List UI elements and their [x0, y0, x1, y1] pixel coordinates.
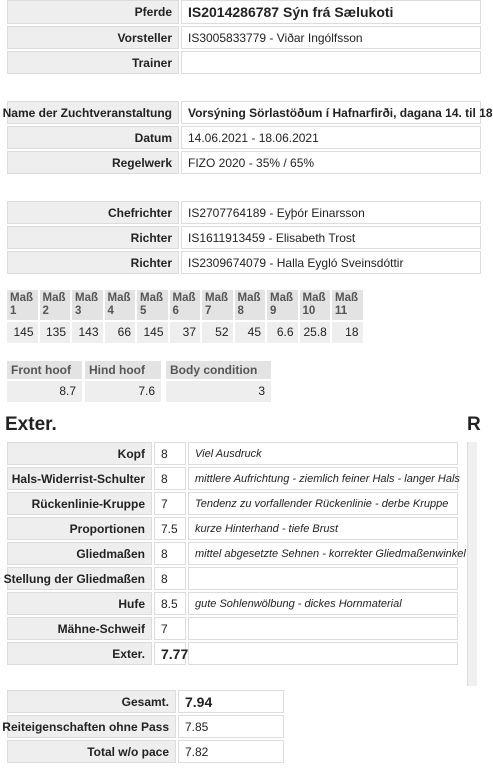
- exterior-row: [3, 567, 458, 590]
- head-judge-label: Chefrichter: [7, 201, 179, 224]
- trait-score: 8: [154, 442, 186, 465]
- measure-value: 143: [72, 322, 103, 343]
- trait-score: 8: [154, 467, 186, 490]
- judge-row: [7, 226, 481, 249]
- exterior-row: [7, 517, 458, 540]
- measure-value: 52: [202, 322, 233, 343]
- event-name-value[interactable]: Vorsýning Sörlastöðum í Hafnarfirði, dagana 14. til 18: [181, 101, 481, 124]
- exterior-title: Exter.: [5, 414, 57, 435]
- measure-header: Maß 10: [300, 290, 331, 320]
- measure-value: 6.6: [267, 322, 298, 343]
- measurements-grid: [7, 290, 363, 343]
- trait-label: Hufe: [7, 592, 152, 615]
- trait-comment: mittlere Aufrichtung - ziemlich feiner Hals - langer Hals: [188, 467, 458, 490]
- measure-value: 25.8: [300, 322, 331, 343]
- trait-comment: Tendenz zu vorfallender Rückenlinie - derbe Kruppe: [188, 492, 458, 515]
- measure-header: Maß 5: [137, 290, 168, 320]
- riding-total-value: 7.85: [178, 715, 284, 738]
- measure-value: 135: [40, 322, 71, 343]
- trait-label: Mähne-Schweif: [7, 617, 152, 640]
- total-value: 7.94: [178, 690, 284, 713]
- measure-header: Maß 6: [170, 290, 201, 320]
- judge-row: [7, 201, 481, 224]
- body-condition-table: [166, 361, 271, 402]
- right-column-edge: [467, 442, 477, 686]
- ruleset-value: FIZO 2020 - 35% / 65%: [181, 151, 481, 174]
- exterior-total-row: [7, 642, 458, 665]
- measure-header: Maß 11: [332, 290, 363, 320]
- event-date-label: Datum: [7, 126, 179, 149]
- exterior-row: [7, 492, 458, 515]
- trait-label: Kopf: [7, 442, 152, 465]
- trait-score: 8: [154, 542, 186, 565]
- trait-label: Hals-Widerrist-Schulter: [7, 467, 152, 490]
- exterior-table: [3, 442, 466, 667]
- rider-label: Vorsteller: [7, 26, 179, 49]
- judge-value: IS2309674079 - Halla Eygló Sveinsdóttir: [181, 251, 481, 274]
- total-wo-pace-row: [7, 740, 284, 763]
- riding-total-label: Reiteigenschaften ohne Pass: [7, 715, 176, 738]
- front-hoof-value: 8.7: [7, 381, 82, 402]
- horse-info-table: [7, 0, 481, 76]
- measure-value: 66: [105, 322, 136, 343]
- rider-value[interactable]: IS3005833779 - Viðar Ingólfsson: [181, 26, 481, 49]
- trait-label: Proportionen: [7, 517, 152, 540]
- measure-header: Maß 2: [40, 290, 71, 320]
- trait-comment: [188, 617, 458, 640]
- measure-header: Maß 4: [105, 290, 136, 320]
- measure-value: 45: [235, 322, 266, 343]
- horse-row: [7, 0, 481, 24]
- trait-comment: [188, 567, 458, 590]
- event-name-label: Name der Zuchtveranstaltung: [7, 101, 179, 124]
- trait-score: 7.5: [154, 517, 186, 540]
- exterior-row: [7, 617, 458, 640]
- front-hoof-header: Front hoof: [7, 361, 82, 379]
- trait-label: Stellung der Gliedmaßen: [7, 567, 152, 590]
- judges-table: [7, 201, 481, 276]
- judge-row: [7, 251, 481, 274]
- trait-score: 8: [154, 567, 186, 590]
- trait-comment: mittel abgesetzte Sehnen - korrekter Gliedmaßenwinkel: [188, 542, 458, 565]
- judge-label: Richter: [7, 226, 179, 249]
- hind-hoof-header: Hind hoof: [85, 361, 161, 379]
- exterior-total-comment: [188, 642, 458, 665]
- judge-value: IS1611913459 - Elisabeth Trost: [181, 226, 481, 249]
- event-name-row: [2, 101, 493, 124]
- exterior-total-label: Exter.: [7, 642, 152, 665]
- measure-value: 18: [332, 322, 363, 343]
- exterior-row: [7, 542, 466, 565]
- hoof-table: [7, 361, 161, 402]
- ruleset-row: [7, 151, 481, 174]
- measure-header: Maß 7: [202, 290, 233, 320]
- event-date-value: 14.06.2021 - 18.06.2021: [181, 126, 481, 149]
- event-info-table: [2, 101, 493, 176]
- right-section-title-fragment: R: [467, 414, 481, 435]
- horse-label: Pferde: [7, 0, 179, 24]
- trait-comment: kurze Hinterhand - tiefe Brust: [188, 517, 458, 540]
- measure-header: Maß 1: [7, 290, 38, 320]
- exterior-row: [7, 442, 458, 465]
- measure-value: 145: [7, 322, 38, 343]
- ruleset-label: Regelwerk: [7, 151, 179, 174]
- trait-comment: gute Sohlenwölbung - dickes Hornmaterial: [188, 592, 458, 615]
- total-row: [7, 690, 284, 713]
- measure-header: Maß 8: [235, 290, 266, 320]
- exterior-row: [7, 592, 458, 615]
- rider-row: [7, 26, 481, 49]
- body-condition-header: Body condition: [166, 361, 271, 379]
- trait-label: Gliedmaßen: [7, 542, 152, 565]
- measure-header: Maß 9: [267, 290, 298, 320]
- body-condition-value: 3: [166, 381, 271, 402]
- horse-name[interactable]: IS2014286787 Sýn frá Sælukoti: [181, 0, 481, 24]
- measure-header: Maß 3: [72, 290, 103, 320]
- total-wo-pace-label: Total w/o pace: [7, 740, 176, 763]
- trait-comment: Viel Ausdruck: [188, 442, 458, 465]
- exterior-row: [7, 467, 458, 490]
- trait-label: Rückenlinie-Kruppe: [7, 492, 152, 515]
- measure-value: 145: [137, 322, 168, 343]
- head-judge-value: IS2707764189 - Eyþór Einarsson: [181, 201, 481, 224]
- trait-score: 7: [154, 617, 186, 640]
- hind-hoof-value: 7.6: [85, 381, 161, 402]
- event-date-row: [7, 126, 481, 149]
- measure-value: 37: [170, 322, 201, 343]
- trait-score: 7: [154, 492, 186, 515]
- judge-label: Richter: [7, 251, 179, 274]
- trainer-row: [7, 51, 481, 74]
- totals-table: [2, 690, 284, 765]
- trainer-value: [181, 51, 481, 74]
- riding-total-row: [2, 715, 284, 738]
- total-wo-pace-value: 7.82: [178, 740, 284, 763]
- trait-score: 8.5: [154, 592, 186, 615]
- exterior-total-value: 7.77: [154, 642, 186, 665]
- total-label: Gesamt.: [7, 690, 176, 713]
- trainer-label: Trainer: [7, 51, 179, 74]
